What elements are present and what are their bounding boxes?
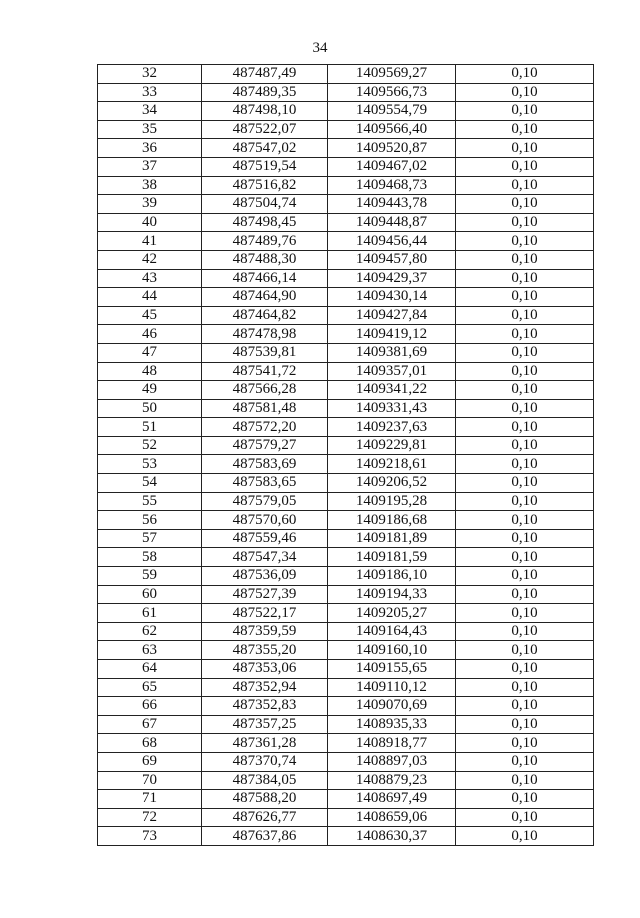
table-row — [98, 120, 594, 139]
page-number: 34 — [312, 40, 328, 56]
x-coordinate-cell: 487488,30 — [202, 250, 328, 269]
table-row — [98, 418, 594, 437]
y-coordinate-cell: 1409218,61 — [328, 455, 456, 474]
y-coordinate-cell: 1408879,23 — [328, 771, 456, 790]
point-number-cell: 40 — [98, 213, 202, 232]
error-value-cell: 0,10 — [456, 734, 594, 753]
x-coordinate-cell: 487355,20 — [202, 641, 328, 660]
table-row — [98, 325, 594, 344]
point-number-cell: 56 — [98, 511, 202, 530]
table-row — [98, 790, 594, 809]
error-value-cell: 0,10 — [456, 567, 594, 586]
y-coordinate-cell: 1409566,73 — [328, 83, 456, 102]
table-row — [98, 176, 594, 195]
y-coordinate-cell: 1409155,65 — [328, 660, 456, 679]
x-coordinate-cell: 487352,94 — [202, 678, 328, 697]
error-value-cell: 0,10 — [456, 808, 594, 827]
error-value-cell: 0,10 — [456, 790, 594, 809]
x-coordinate-cell: 487519,54 — [202, 157, 328, 176]
y-coordinate-cell: 1409205,27 — [328, 604, 456, 623]
error-value-cell: 0,10 — [456, 176, 594, 195]
error-value-cell: 0,10 — [456, 548, 594, 567]
error-value-cell: 0,10 — [456, 418, 594, 437]
point-number-cell: 39 — [98, 195, 202, 214]
table-row — [98, 343, 594, 362]
table-row — [98, 213, 594, 232]
table-row — [98, 697, 594, 716]
point-number-cell: 35 — [98, 120, 202, 139]
error-value-cell: 0,10 — [456, 139, 594, 158]
x-coordinate-cell: 487489,35 — [202, 83, 328, 102]
y-coordinate-cell: 1409427,84 — [328, 306, 456, 325]
point-number-cell: 47 — [98, 343, 202, 362]
point-number-cell: 45 — [98, 306, 202, 325]
point-number-cell: 63 — [98, 641, 202, 660]
y-coordinate-cell: 1409419,12 — [328, 325, 456, 344]
x-coordinate-cell: 487566,28 — [202, 381, 328, 400]
x-coordinate-cell: 487353,06 — [202, 660, 328, 679]
point-number-cell: 61 — [98, 604, 202, 623]
y-coordinate-cell: 1409569,27 — [328, 65, 456, 84]
x-coordinate-cell: 487357,25 — [202, 715, 328, 734]
table-row — [98, 65, 594, 84]
x-coordinate-cell: 487536,09 — [202, 567, 328, 586]
y-coordinate-cell: 1409164,43 — [328, 622, 456, 641]
error-value-cell: 0,10 — [456, 232, 594, 251]
table-row — [98, 455, 594, 474]
x-coordinate-cell: 487539,81 — [202, 343, 328, 362]
y-coordinate-cell: 1409194,33 — [328, 585, 456, 604]
error-value-cell: 0,10 — [456, 157, 594, 176]
x-coordinate-cell: 487583,65 — [202, 474, 328, 493]
point-number-cell: 72 — [98, 808, 202, 827]
y-coordinate-cell: 1409110,12 — [328, 678, 456, 697]
x-coordinate-cell: 487487,49 — [202, 65, 328, 84]
x-coordinate-cell: 487527,39 — [202, 585, 328, 604]
table-row — [98, 232, 594, 251]
error-value-cell: 0,10 — [456, 641, 594, 660]
y-coordinate-cell: 1409430,14 — [328, 288, 456, 307]
table-row — [98, 734, 594, 753]
x-coordinate-cell: 487489,76 — [202, 232, 328, 251]
table-row — [98, 771, 594, 790]
table-row — [98, 139, 594, 158]
point-number-cell: 69 — [98, 752, 202, 771]
point-number-cell: 67 — [98, 715, 202, 734]
error-value-cell: 0,10 — [456, 362, 594, 381]
table-row — [98, 529, 594, 548]
y-coordinate-cell: 1409331,43 — [328, 399, 456, 418]
table-row — [98, 808, 594, 827]
y-coordinate-cell: 1409181,89 — [328, 529, 456, 548]
error-value-cell: 0,10 — [456, 325, 594, 344]
point-number-cell: 42 — [98, 250, 202, 269]
y-coordinate-cell: 1409456,44 — [328, 232, 456, 251]
point-number-cell: 41 — [98, 232, 202, 251]
point-number-cell: 38 — [98, 176, 202, 195]
x-coordinate-cell: 487516,82 — [202, 176, 328, 195]
point-number-cell: 46 — [98, 325, 202, 344]
table-row — [98, 585, 594, 604]
table-row — [98, 362, 594, 381]
x-coordinate-cell: 487464,90 — [202, 288, 328, 307]
x-coordinate-cell: 487541,72 — [202, 362, 328, 381]
error-value-cell: 0,10 — [456, 511, 594, 530]
point-number-cell: 73 — [98, 827, 202, 846]
coordinates-table-body — [98, 65, 594, 846]
table-row — [98, 269, 594, 288]
table-row — [98, 474, 594, 493]
table-row — [98, 660, 594, 679]
y-coordinate-cell: 1409237,63 — [328, 418, 456, 437]
point-number-cell: 32 — [98, 65, 202, 84]
table-row — [98, 83, 594, 102]
error-value-cell: 0,10 — [456, 288, 594, 307]
point-number-cell: 52 — [98, 436, 202, 455]
x-coordinate-cell: 487637,86 — [202, 827, 328, 846]
y-coordinate-cell: 1409381,69 — [328, 343, 456, 362]
error-value-cell: 0,10 — [456, 678, 594, 697]
table-row — [98, 195, 594, 214]
point-number-cell: 71 — [98, 790, 202, 809]
table-row — [98, 548, 594, 567]
point-number-cell: 48 — [98, 362, 202, 381]
x-coordinate-cell: 487570,60 — [202, 511, 328, 530]
x-coordinate-cell: 487361,28 — [202, 734, 328, 753]
y-coordinate-cell: 1409195,28 — [328, 492, 456, 511]
point-number-cell: 36 — [98, 139, 202, 158]
x-coordinate-cell: 487498,10 — [202, 102, 328, 121]
error-value-cell: 0,10 — [456, 65, 594, 84]
point-number-cell: 49 — [98, 381, 202, 400]
point-number-cell: 44 — [98, 288, 202, 307]
point-number-cell: 64 — [98, 660, 202, 679]
y-coordinate-cell: 1409070,69 — [328, 697, 456, 716]
table-row — [98, 567, 594, 586]
x-coordinate-cell: 487466,14 — [202, 269, 328, 288]
point-number-cell: 54 — [98, 474, 202, 493]
y-coordinate-cell: 1409206,52 — [328, 474, 456, 493]
error-value-cell: 0,10 — [456, 697, 594, 716]
point-number-cell: 50 — [98, 399, 202, 418]
table-row — [98, 678, 594, 697]
error-value-cell: 0,10 — [456, 213, 594, 232]
error-value-cell: 0,10 — [456, 102, 594, 121]
y-coordinate-cell: 1409429,37 — [328, 269, 456, 288]
table-row — [98, 381, 594, 400]
point-number-cell: 68 — [98, 734, 202, 753]
error-value-cell: 0,10 — [456, 306, 594, 325]
error-value-cell: 0,10 — [456, 771, 594, 790]
table-row — [98, 492, 594, 511]
error-value-cell: 0,10 — [456, 195, 594, 214]
x-coordinate-cell: 487547,34 — [202, 548, 328, 567]
error-value-cell: 0,10 — [456, 269, 594, 288]
y-coordinate-cell: 1409160,10 — [328, 641, 456, 660]
point-number-cell: 55 — [98, 492, 202, 511]
y-coordinate-cell: 1409457,80 — [328, 250, 456, 269]
y-coordinate-cell: 1409468,73 — [328, 176, 456, 195]
point-number-cell: 33 — [98, 83, 202, 102]
table-row — [98, 399, 594, 418]
x-coordinate-cell: 487559,46 — [202, 529, 328, 548]
table-row — [98, 641, 594, 660]
point-number-cell: 70 — [98, 771, 202, 790]
error-value-cell: 0,10 — [456, 381, 594, 400]
error-value-cell: 0,10 — [456, 752, 594, 771]
coordinates-table — [97, 64, 594, 846]
error-value-cell: 0,10 — [456, 827, 594, 846]
point-number-cell: 37 — [98, 157, 202, 176]
y-coordinate-cell: 1408659,06 — [328, 808, 456, 827]
y-coordinate-cell: 1409186,10 — [328, 567, 456, 586]
table-row — [98, 157, 594, 176]
error-value-cell: 0,10 — [456, 715, 594, 734]
point-number-cell: 51 — [98, 418, 202, 437]
table-row — [98, 306, 594, 325]
y-coordinate-cell: 1408630,37 — [328, 827, 456, 846]
error-value-cell: 0,10 — [456, 120, 594, 139]
x-coordinate-cell: 487547,02 — [202, 139, 328, 158]
y-coordinate-cell: 1408897,03 — [328, 752, 456, 771]
error-value-cell: 0,10 — [456, 343, 594, 362]
x-coordinate-cell: 487522,07 — [202, 120, 328, 139]
table-row — [98, 752, 594, 771]
point-number-cell: 59 — [98, 567, 202, 586]
x-coordinate-cell: 487579,27 — [202, 436, 328, 455]
x-coordinate-cell: 487626,77 — [202, 808, 328, 827]
point-number-cell: 43 — [98, 269, 202, 288]
y-coordinate-cell: 1409186,68 — [328, 511, 456, 530]
x-coordinate-cell: 487352,83 — [202, 697, 328, 716]
table-row — [98, 436, 594, 455]
point-number-cell: 66 — [98, 697, 202, 716]
error-value-cell: 0,10 — [456, 399, 594, 418]
y-coordinate-cell: 1408918,77 — [328, 734, 456, 753]
y-coordinate-cell: 1408697,49 — [328, 790, 456, 809]
error-value-cell: 0,10 — [456, 622, 594, 641]
point-number-cell: 53 — [98, 455, 202, 474]
x-coordinate-cell: 487579,05 — [202, 492, 328, 511]
y-coordinate-cell: 1408935,33 — [328, 715, 456, 734]
y-coordinate-cell: 1409520,87 — [328, 139, 456, 158]
point-number-cell: 62 — [98, 622, 202, 641]
y-coordinate-cell: 1409566,40 — [328, 120, 456, 139]
error-value-cell: 0,10 — [456, 250, 594, 269]
error-value-cell: 0,10 — [456, 492, 594, 511]
x-coordinate-cell: 487384,05 — [202, 771, 328, 790]
table-row — [98, 604, 594, 623]
point-number-cell: 58 — [98, 548, 202, 567]
point-number-cell: 57 — [98, 529, 202, 548]
y-coordinate-cell: 1409467,02 — [328, 157, 456, 176]
x-coordinate-cell: 487370,74 — [202, 752, 328, 771]
x-coordinate-cell: 487588,20 — [202, 790, 328, 809]
x-coordinate-cell: 487583,69 — [202, 455, 328, 474]
x-coordinate-cell: 487464,82 — [202, 306, 328, 325]
y-coordinate-cell: 1409181,59 — [328, 548, 456, 567]
point-number-cell: 65 — [98, 678, 202, 697]
y-coordinate-cell: 1409229,81 — [328, 436, 456, 455]
y-coordinate-cell: 1409448,87 — [328, 213, 456, 232]
x-coordinate-cell: 487359,59 — [202, 622, 328, 641]
y-coordinate-cell: 1409357,01 — [328, 362, 456, 381]
error-value-cell: 0,10 — [456, 604, 594, 623]
x-coordinate-cell: 487504,74 — [202, 195, 328, 214]
table-row — [98, 827, 594, 846]
point-number-cell: 60 — [98, 585, 202, 604]
x-coordinate-cell: 487581,48 — [202, 399, 328, 418]
error-value-cell: 0,10 — [456, 585, 594, 604]
table-row — [98, 622, 594, 641]
table-row — [98, 102, 594, 121]
x-coordinate-cell: 487572,20 — [202, 418, 328, 437]
table-row — [98, 250, 594, 269]
y-coordinate-cell: 1409554,79 — [328, 102, 456, 121]
y-coordinate-cell: 1409341,22 — [328, 381, 456, 400]
table-row — [98, 715, 594, 734]
error-value-cell: 0,10 — [456, 83, 594, 102]
x-coordinate-cell: 487498,45 — [202, 213, 328, 232]
error-value-cell: 0,10 — [456, 529, 594, 548]
table-row — [98, 288, 594, 307]
y-coordinate-cell: 1409443,78 — [328, 195, 456, 214]
error-value-cell: 0,10 — [456, 436, 594, 455]
x-coordinate-cell: 487522,17 — [202, 604, 328, 623]
table-row — [98, 511, 594, 530]
x-coordinate-cell: 487478,98 — [202, 325, 328, 344]
error-value-cell: 0,10 — [456, 660, 594, 679]
point-number-cell: 34 — [98, 102, 202, 121]
error-value-cell: 0,10 — [456, 474, 594, 493]
error-value-cell: 0,10 — [456, 455, 594, 474]
